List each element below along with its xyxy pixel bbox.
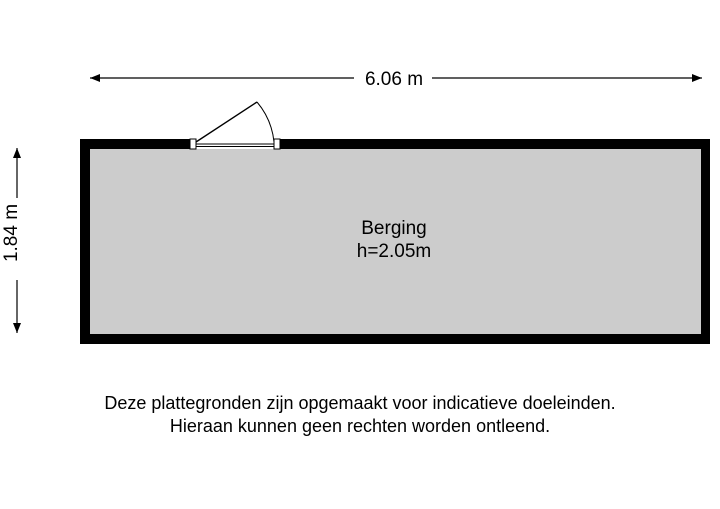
height-dimension-label: 1.84 m [1, 203, 22, 263]
disclaimer-line-1: Deze plattegronden zijn opgemaakt voor indicatieve doeleinden. [104, 393, 616, 413]
door-swing-arc [257, 102, 274, 142]
height-dimension [1, 148, 22, 333]
door [190, 102, 280, 149]
width-dimension-label: 6.06 m [364, 69, 424, 90]
disclaimer-line-2: Hieraan kunnen geen rechten worden ontleend. [169, 416, 551, 436]
door-frame-left [190, 139, 196, 149]
width-dimension [90, 69, 702, 90]
room-ceiling-height: h=2.05m [356, 241, 432, 262]
door-leaf [196, 102, 257, 142]
disclaimer [0, 392, 720, 438]
room-name: Berging [361, 218, 427, 239]
door-frame-right [274, 139, 280, 149]
